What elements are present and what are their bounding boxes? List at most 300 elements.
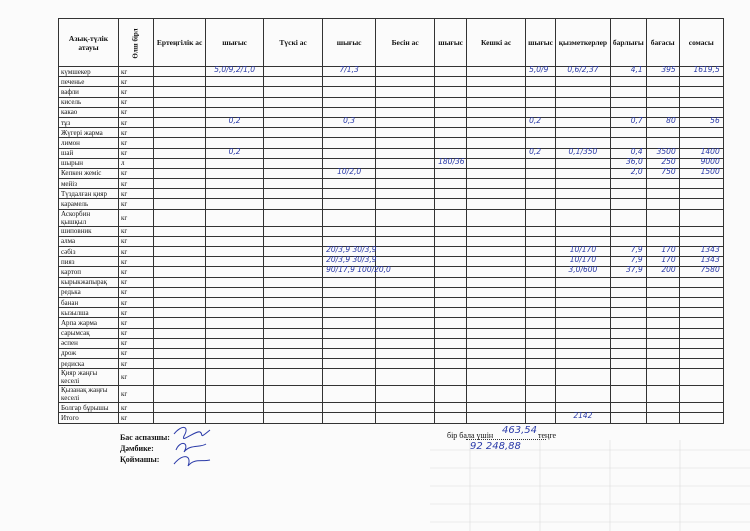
row-unit: кг	[119, 117, 154, 127]
cell-afternoon	[376, 413, 435, 423]
cell-breakfast	[154, 179, 206, 189]
cell-dinner-out	[526, 67, 556, 77]
cell-sum	[679, 369, 723, 386]
cell-dinner	[467, 97, 526, 107]
row-name: Кепкен жеміс	[59, 168, 119, 178]
cell-sum	[679, 117, 723, 127]
cell-sum	[679, 179, 723, 189]
cell-dinner-out	[526, 117, 556, 127]
cell-total	[610, 318, 646, 328]
handwritten-lunch-out: 20/3,9 30/3,9	[326, 245, 377, 254]
cell-breakfast-out	[206, 257, 264, 267]
cell-dinner-out	[526, 247, 556, 257]
nurse-label: Дәмбике:	[120, 444, 154, 453]
per-child-value: 463,54	[502, 425, 537, 436]
cell-afternoon	[376, 308, 435, 318]
cell-lunch-out	[323, 189, 376, 199]
cell-lunch	[264, 107, 323, 117]
cell-afternoon-out	[435, 328, 467, 338]
cell-dinner-out	[526, 257, 556, 267]
row-name: шай	[59, 148, 119, 158]
cell-sum	[679, 297, 723, 307]
cell-afternoon-out	[435, 267, 467, 277]
cell-staff	[555, 318, 610, 328]
cell-dinner-out	[526, 308, 556, 318]
cell-lunch-out	[323, 359, 376, 369]
row-name: алма	[59, 236, 119, 246]
cell-afternoon	[376, 348, 435, 358]
cell-lunch-out	[323, 369, 376, 386]
handwritten-total: 7,9	[630, 255, 643, 265]
table-row	[59, 236, 724, 246]
cell-lunch-out	[323, 403, 376, 413]
row-unit: кг	[119, 138, 154, 148]
cell-breakfast	[154, 338, 206, 348]
cell-breakfast-out	[206, 318, 264, 328]
row-name: картоп	[59, 267, 119, 277]
cell-breakfast	[154, 67, 206, 77]
cell-total	[610, 413, 646, 423]
row-name: сарымсақ	[59, 328, 119, 338]
cell-sum	[679, 226, 723, 236]
cell-lunch	[264, 328, 323, 338]
row-name: банан	[59, 297, 119, 307]
cell-price	[646, 328, 679, 338]
cell-afternoon	[376, 318, 435, 328]
cell-dinner	[467, 348, 526, 358]
cell-breakfast-out	[206, 168, 264, 178]
row-name: редька	[59, 287, 119, 297]
handwritten-staff: 2142	[573, 411, 593, 421]
cell-lunch	[264, 97, 323, 107]
cell-lunch-out	[323, 277, 376, 287]
cell-breakfast-out	[206, 247, 264, 257]
cell-afternoon	[376, 148, 435, 158]
cell-dinner-out	[526, 328, 556, 338]
row-unit: кг	[119, 128, 154, 138]
cell-breakfast	[154, 369, 206, 386]
cell-afternoon	[376, 138, 435, 148]
table-body	[59, 67, 724, 424]
header-total: барлығы	[610, 19, 646, 67]
cell-breakfast	[154, 297, 206, 307]
row-unit: кг	[119, 369, 154, 386]
cell-sum	[679, 348, 723, 358]
cell-dinner	[467, 189, 526, 199]
cell-price	[646, 267, 679, 277]
header-dinner-out: шығыс	[526, 19, 556, 67]
cell-price	[646, 413, 679, 423]
cell-lunch-out	[323, 413, 376, 423]
cell-breakfast-out	[206, 359, 264, 369]
cell-staff	[555, 199, 610, 209]
row-name: әспен	[59, 338, 119, 348]
table-row	[59, 359, 724, 369]
cell-dinner-out	[526, 128, 556, 138]
cell-breakfast-out	[206, 348, 264, 358]
row-name: кырыкжапырақ	[59, 277, 119, 287]
cell-afternoon	[376, 77, 435, 87]
cell-breakfast	[154, 158, 206, 168]
cell-staff	[555, 308, 610, 318]
cell-dinner-out	[526, 189, 556, 199]
cell-afternoon-out	[435, 236, 467, 246]
cell-dinner	[467, 148, 526, 158]
cell-breakfast-out	[206, 128, 264, 138]
cell-dinner	[467, 77, 526, 87]
cell-dinner-out	[526, 158, 556, 168]
cell-lunch	[264, 277, 323, 287]
cell-dinner	[467, 236, 526, 246]
cell-staff	[555, 338, 610, 348]
handwritten-lunch-out: 20/3,9 30/3,9	[326, 255, 377, 265]
cell-price	[646, 128, 679, 138]
cell-afternoon	[376, 158, 435, 168]
header-breakfast: Ертеңгілік ас	[154, 19, 206, 67]
cell-total	[610, 179, 646, 189]
cell-afternoon-out	[435, 247, 467, 257]
cell-total	[610, 67, 646, 77]
cell-total	[610, 348, 646, 358]
row-name: дрож	[59, 348, 119, 358]
cell-total	[610, 226, 646, 236]
cell-afternoon-out	[435, 226, 467, 236]
cell-afternoon-out	[435, 158, 467, 168]
cell-lunch-out	[323, 348, 376, 358]
cell-afternoon-out	[435, 403, 467, 413]
cell-dinner-out	[526, 267, 556, 277]
currency-label: теңге	[538, 431, 557, 440]
cell-lunch	[264, 199, 323, 209]
cell-breakfast-out	[206, 117, 264, 127]
row-unit: кг	[119, 308, 154, 318]
cell-sum	[679, 168, 723, 178]
cell-price	[646, 403, 679, 413]
cell-lunch-out	[323, 297, 376, 307]
cell-breakfast	[154, 226, 206, 236]
cell-breakfast	[154, 403, 206, 413]
menu-requirement-table	[58, 18, 724, 424]
cell-dinner	[467, 267, 526, 277]
cell-total	[610, 338, 646, 348]
cell-sum	[679, 359, 723, 369]
cell-breakfast-out	[206, 277, 264, 287]
table-row	[59, 369, 724, 386]
header-afternoon-out: шығыс	[435, 19, 467, 67]
cell-lunch	[264, 338, 323, 348]
cell-price	[646, 199, 679, 209]
handwritten-sum: 9000	[700, 156, 720, 166]
cell-afternoon	[376, 179, 435, 189]
cell-afternoon-out	[435, 369, 467, 386]
cell-lunch-out	[323, 386, 376, 403]
cell-sum	[679, 87, 723, 97]
cell-sum	[679, 277, 723, 287]
cell-lunch	[264, 359, 323, 369]
cell-dinner-out	[526, 359, 556, 369]
handwritten-total: 36,0	[626, 156, 643, 166]
row-unit: кг	[119, 287, 154, 297]
row-name: пияз	[59, 257, 119, 267]
cell-lunch	[264, 236, 323, 246]
cell-staff	[555, 128, 610, 138]
cell-sum	[679, 267, 723, 277]
cell-lunch-out	[323, 138, 376, 148]
cell-lunch	[264, 287, 323, 297]
table-row	[59, 318, 724, 328]
cell-staff	[555, 107, 610, 117]
cell-staff	[555, 277, 610, 287]
cell-afternoon-out	[435, 359, 467, 369]
cell-price	[646, 97, 679, 107]
cell-lunch	[264, 117, 323, 127]
cell-staff	[555, 189, 610, 199]
table-row	[59, 413, 724, 423]
cell-price	[646, 67, 679, 77]
cell-total	[610, 308, 646, 318]
cell-lunch-out	[323, 97, 376, 107]
cell-price	[646, 77, 679, 87]
cell-breakfast-out	[206, 148, 264, 158]
table-row	[59, 267, 724, 277]
cell-sum	[679, 308, 723, 318]
handwritten-price: 750	[661, 166, 676, 176]
cell-sum	[679, 199, 723, 209]
cell-total	[610, 117, 646, 127]
cell-lunch-out	[323, 168, 376, 178]
cell-price	[646, 87, 679, 97]
cell-dinner	[467, 308, 526, 318]
table-row	[59, 128, 724, 138]
cell-total	[610, 277, 646, 287]
row-name: шырын	[59, 158, 119, 168]
cell-afternoon-out	[435, 107, 467, 117]
cell-dinner-out	[526, 77, 556, 87]
cell-dinner-out	[526, 338, 556, 348]
cell-breakfast	[154, 328, 206, 338]
cell-dinner	[467, 117, 526, 127]
handwritten-staff: 0,6/2,37	[567, 65, 599, 74]
cell-afternoon	[376, 87, 435, 97]
cell-staff	[555, 87, 610, 97]
handwritten-total: 2,0	[630, 166, 643, 176]
cell-lunch	[264, 168, 323, 178]
header-unit: Өлш бірл	[119, 19, 154, 67]
cell-lunch-out	[323, 148, 376, 158]
cell-lunch	[264, 403, 323, 413]
cell-sum	[679, 287, 723, 297]
cell-breakfast	[154, 138, 206, 148]
cell-staff	[555, 148, 610, 158]
table-row	[59, 179, 724, 189]
cell-afternoon-out	[435, 128, 467, 138]
table-row	[59, 77, 724, 87]
cell-breakfast-out	[206, 328, 264, 338]
cell-breakfast-out	[206, 226, 264, 236]
cell-dinner	[467, 359, 526, 369]
row-name: Арпа жарма	[59, 318, 119, 328]
row-unit: кг	[119, 403, 154, 413]
cell-lunch	[264, 87, 323, 97]
row-unit: кг	[119, 148, 154, 158]
cell-dinner-out	[526, 148, 556, 158]
cell-staff	[555, 158, 610, 168]
handwritten-total: 7,9	[630, 245, 643, 254]
cell-breakfast-out	[206, 369, 264, 386]
row-unit: кг	[119, 297, 154, 307]
header-afternoon: Бесін ас	[376, 19, 435, 67]
cell-total	[610, 168, 646, 178]
cell-staff	[555, 297, 610, 307]
row-unit: кг	[119, 386, 154, 403]
cell-lunch	[264, 189, 323, 199]
cell-breakfast-out	[206, 403, 264, 413]
cell-staff	[555, 117, 610, 127]
cell-dinner	[467, 199, 526, 209]
row-name: карамель	[59, 199, 119, 209]
row-unit: кг	[119, 87, 154, 97]
stamp-faded-grid	[430, 440, 750, 531]
cell-breakfast-out	[206, 67, 264, 77]
cell-afternoon-out	[435, 338, 467, 348]
cell-breakfast-out	[206, 87, 264, 97]
row-name: сәбіз	[59, 247, 119, 257]
cell-breakfast	[154, 287, 206, 297]
cell-price	[646, 168, 679, 178]
row-unit: кг	[119, 247, 154, 257]
cell-lunch	[264, 257, 323, 267]
cell-afternoon	[376, 209, 435, 226]
table-row	[59, 328, 724, 338]
cell-price	[646, 386, 679, 403]
handwritten-price: 3500	[656, 146, 676, 156]
signature-graphic	[170, 422, 215, 470]
cell-price	[646, 277, 679, 287]
header-lunch: Түскі ас	[264, 19, 323, 67]
header-name: Азық-түлік атауы	[59, 19, 119, 67]
cell-breakfast	[154, 168, 206, 178]
cell-staff	[555, 67, 610, 77]
cell-breakfast-out	[206, 209, 264, 226]
cell-staff	[555, 386, 610, 403]
cell-breakfast-out	[206, 338, 264, 348]
row-name: Жүгері жарма	[59, 128, 119, 138]
cell-sum	[679, 77, 723, 87]
header-dinner: Кешкі ас	[467, 19, 526, 67]
cell-dinner-out	[526, 386, 556, 403]
cell-afternoon	[376, 403, 435, 413]
handwritten-total: 4,1	[630, 65, 643, 74]
cell-price	[646, 318, 679, 328]
table-row	[59, 199, 724, 209]
cell-total	[610, 189, 646, 199]
cell-afternoon	[376, 199, 435, 209]
cell-lunch-out	[323, 179, 376, 189]
cell-afternoon-out	[435, 67, 467, 77]
row-name: кызылша	[59, 308, 119, 318]
cell-staff	[555, 209, 610, 226]
table-row	[59, 348, 724, 358]
handwritten-sum: 7580	[700, 265, 720, 275]
cell-breakfast	[154, 77, 206, 87]
cell-dinner	[467, 328, 526, 338]
cell-afternoon	[376, 107, 435, 117]
header-breakfast-out: шығыс	[206, 19, 264, 67]
cell-price	[646, 189, 679, 199]
cell-sum	[679, 209, 723, 226]
cell-afternoon	[376, 247, 435, 257]
cell-dinner	[467, 403, 526, 413]
row-name: кисель	[59, 97, 119, 107]
row-name: печенье	[59, 77, 119, 87]
cell-staff	[555, 369, 610, 386]
cell-total	[610, 297, 646, 307]
handwritten-staff: 0,1/350	[568, 146, 598, 156]
row-unit: кг	[119, 413, 154, 423]
cell-afternoon	[376, 236, 435, 246]
cell-staff	[555, 267, 610, 277]
cell-lunch-out	[323, 67, 376, 77]
cell-lunch-out	[323, 77, 376, 87]
row-name: Қияр жаңғы кеселі	[59, 369, 119, 386]
cell-lunch	[264, 158, 323, 168]
cell-afternoon-out	[435, 117, 467, 127]
cell-dinner	[467, 369, 526, 386]
header-sum: сомасы	[679, 19, 723, 67]
table-row	[59, 277, 724, 287]
cell-afternoon	[376, 287, 435, 297]
per-child-label: бір бала үшін	[447, 431, 494, 440]
cell-total	[610, 87, 646, 97]
cell-afternoon-out	[435, 179, 467, 189]
cell-sum	[679, 386, 723, 403]
cell-afternoon	[376, 328, 435, 338]
cell-afternoon	[376, 277, 435, 287]
handwritten-lunch-out: 7/1,3	[339, 65, 359, 74]
cell-staff	[555, 348, 610, 358]
cell-afternoon-out	[435, 413, 467, 423]
cell-lunch	[264, 226, 323, 236]
header-lunch-out: шығыс	[323, 19, 376, 67]
cell-dinner	[467, 413, 526, 423]
cell-total	[610, 77, 646, 87]
cell-dinner-out	[526, 226, 556, 236]
cell-total	[610, 359, 646, 369]
cell-lunch	[264, 308, 323, 318]
cell-breakfast-out	[206, 158, 264, 168]
cell-dinner	[467, 247, 526, 257]
cell-afternoon-out	[435, 308, 467, 318]
cell-sum	[679, 338, 723, 348]
row-unit: кг	[119, 338, 154, 348]
row-name: мейіз	[59, 179, 119, 189]
handwritten-lunch-out: 0,3	[343, 115, 356, 125]
cell-afternoon-out	[435, 318, 467, 328]
cell-afternoon	[376, 386, 435, 403]
cell-breakfast	[154, 318, 206, 328]
handwritten-price: 170	[661, 245, 676, 254]
row-unit: кг	[119, 328, 154, 338]
cell-afternoon-out	[435, 348, 467, 358]
grand-total-value: 92 248,88	[470, 441, 521, 452]
row-name: күмшекер	[59, 67, 119, 77]
cell-lunch-out	[323, 209, 376, 226]
cell-lunch-out	[323, 287, 376, 297]
cell-dinner-out	[526, 287, 556, 297]
cell-dinner-out	[526, 179, 556, 189]
cell-dinner-out	[526, 403, 556, 413]
handwritten-sum: 1500	[700, 166, 720, 176]
